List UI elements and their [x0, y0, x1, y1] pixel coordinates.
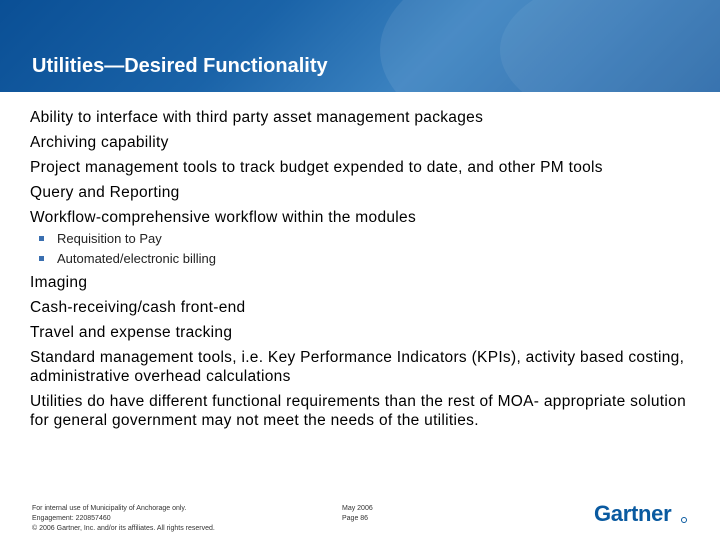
bullet-item: Workflow-comprehensive workflow within the modules: [30, 209, 416, 226]
bullet-item: Imaging: [30, 274, 88, 291]
bullet-item: Utilities do have different functional requirements than the rest of MOA- appropriate solution for general government may not meet the needs of the utilities.: [30, 393, 687, 429]
sub-bullet-item: [30, 231, 695, 247]
bullet-item: Ability to interface with third party asset management packages: [30, 109, 484, 126]
footer-date: May 2006: [342, 505, 373, 512]
sub-bullet-item: [30, 251, 695, 267]
slide-title: Utilities—Desired Functionality: [32, 55, 328, 77]
sub-bullet-label: Requisition to Pay: [57, 231, 162, 246]
square-bullet-icon: [39, 236, 44, 241]
bullet-item: Travel and expense tracking: [30, 324, 233, 341]
footer-meta: [342, 504, 373, 524]
banner-swoosh: [500, 0, 720, 92]
sub-bullet-label: Automated/electronic billing: [57, 251, 216, 266]
slide-body: [30, 108, 695, 436]
bullet-item: Standard management tools, i.e. Key Performance Indicators (KPIs), activity based costing, administrative overhead calculations: [30, 349, 685, 385]
footer-line: Engagement: 220857460: [32, 515, 111, 522]
bullet-item: Cash-receiving/cash front-end: [30, 299, 246, 316]
bullet-item: Archiving capability: [30, 134, 169, 151]
bullet-item: Query and Reporting: [30, 184, 180, 201]
footer-line: For internal use of Municipality of Anchorage only.: [32, 505, 187, 512]
gartner-logo: Gartner: [594, 501, 672, 526]
bullet-item: Project management tools to track budget expended to date, and other PM tools: [30, 159, 603, 176]
title-banner: [0, 0, 720, 92]
footer-line: © 2006 Gartner, Inc. and/or its affiliates. All rights reserved.: [32, 525, 215, 532]
page-number: Page 86: [342, 515, 369, 522]
registered-mark-icon: [681, 517, 687, 523]
square-bullet-icon: [39, 256, 44, 261]
footer-notice: [32, 504, 215, 534]
